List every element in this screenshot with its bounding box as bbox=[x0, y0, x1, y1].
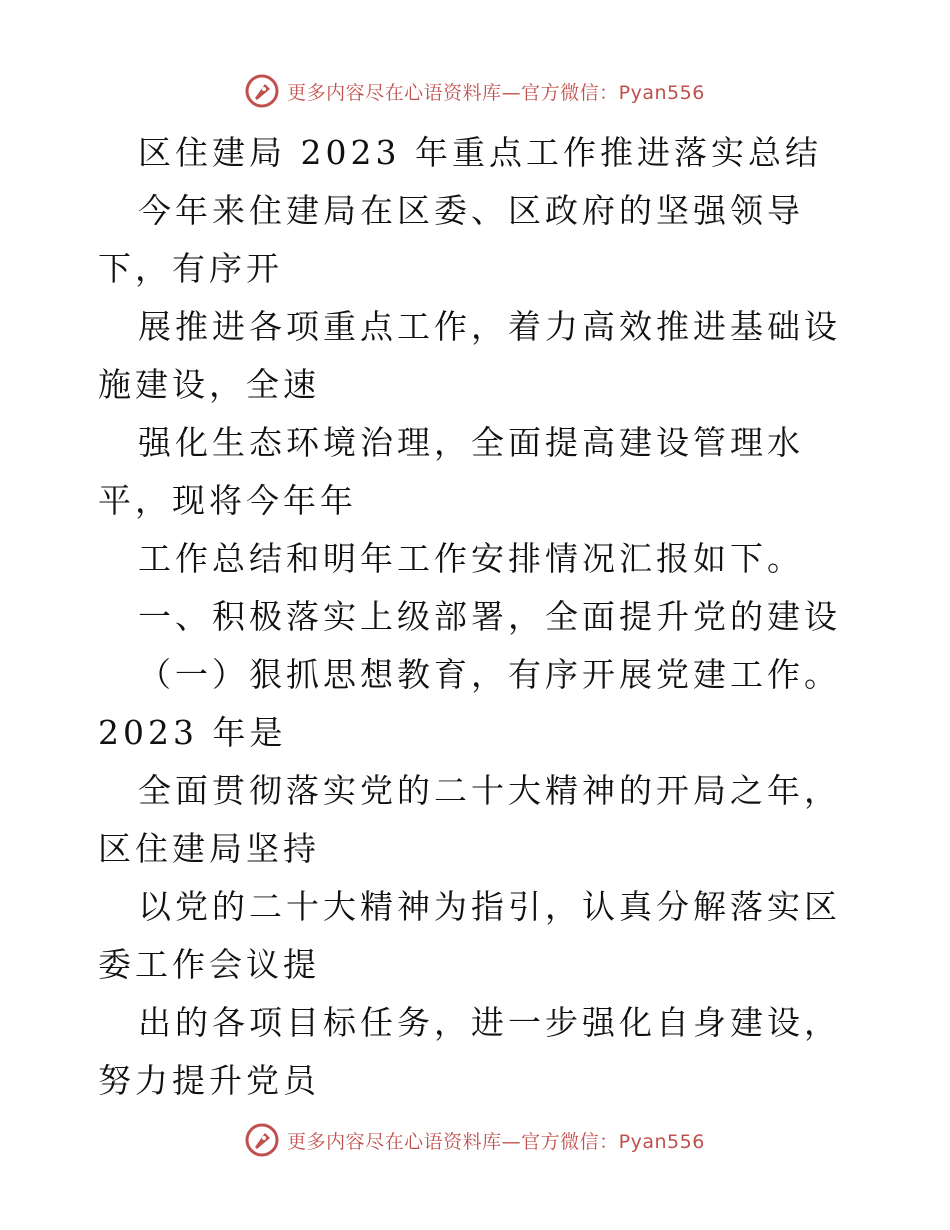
paragraph: 强化生态环境治理，全面提高建设管理水平，现将今年年 bbox=[98, 423, 804, 520]
document-body bbox=[98, 124, 858, 1110]
paragraph: 出的各项目标任务，进一步强化自身建设，努力提升党员 bbox=[98, 1003, 841, 1100]
banner-text: 更多内容尽在心语资料库—官方微信：Pyan556 bbox=[287, 1130, 705, 1153]
pen-nib-logo-icon bbox=[245, 1123, 279, 1157]
banner-text: 更多内容尽在心语资料库—官方微信：Pyan556 bbox=[287, 81, 705, 104]
pen-nib-logo-icon bbox=[245, 74, 279, 108]
paragraph: 工作总结和明年工作安排情况汇报如下。 bbox=[138, 539, 804, 578]
document-title: 区住建局 2023 年重点工作推进落实总结 bbox=[138, 133, 822, 172]
paragraph: （一）狠抓思想教育，有序开展党建工作。2023 年是 bbox=[98, 655, 841, 752]
paragraph: 以党的二十大精神为指引，认真分解落实区委工作会议提 bbox=[98, 887, 841, 984]
section-heading: 一、积极落实上级部署，全面提升党的建设 bbox=[138, 597, 841, 636]
paragraph: 今年来住建局在区委、区政府的坚强领导下，有序开 bbox=[98, 191, 804, 288]
header-banner bbox=[0, 74, 950, 108]
footer-banner bbox=[0, 1123, 950, 1157]
paragraph: 全面贯彻落实党的二十大精神的开局之年，区住建局坚持 bbox=[98, 771, 841, 868]
paragraph: 展推进各项重点工作，着力高效推进基础设施建设，全速 bbox=[98, 307, 841, 404]
